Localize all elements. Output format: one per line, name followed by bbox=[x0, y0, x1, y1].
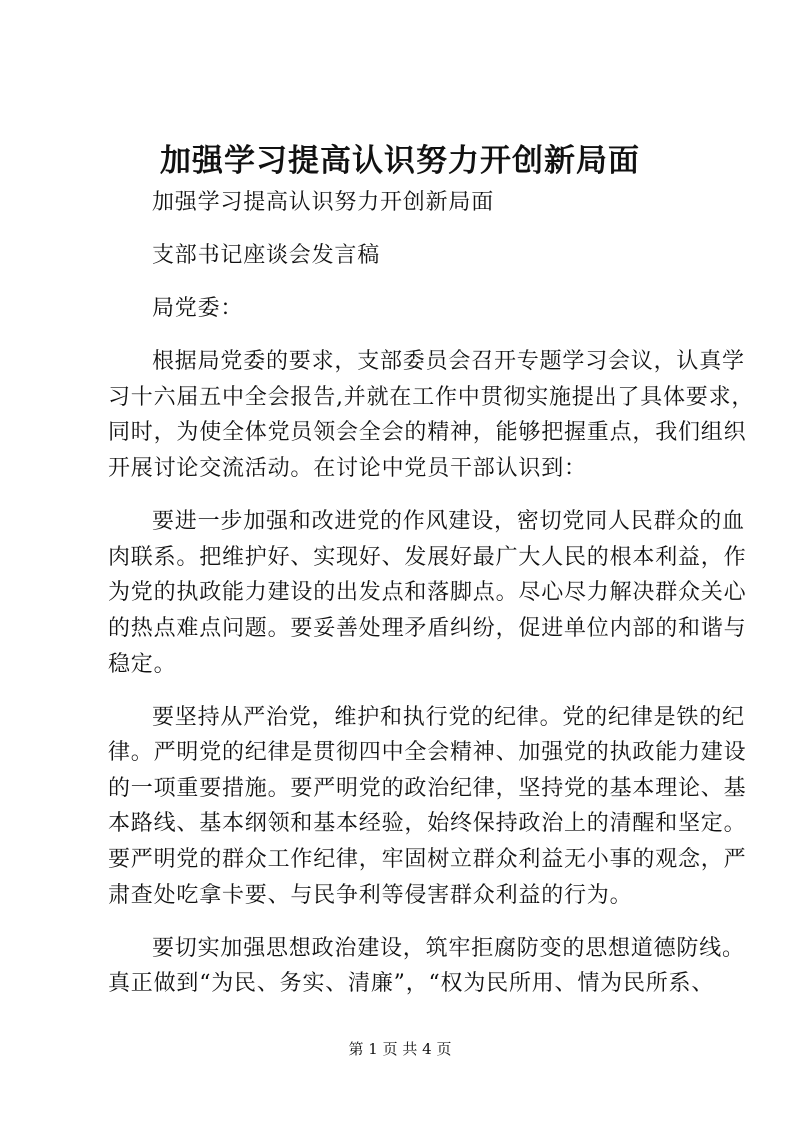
paragraph-2 bbox=[108, 504, 747, 682]
paragraph-line: 根据局党委的要求，支部委员会召开专题学习会议，认真学 bbox=[152, 349, 745, 375]
salutation-line: 局党委： bbox=[152, 296, 244, 322]
page-footer: 第 1 页 共 4 页 bbox=[348, 1040, 452, 1058]
paragraph-line: 要进一步加强和改进党的作风建设，密切党同人民群众的血 bbox=[152, 509, 745, 535]
paragraph-line: 肃查处吃拿卡要、与民争利等侵害群众利益的行为。 bbox=[108, 882, 633, 908]
paragraph-line: 的热点难点问题。要妥善处理矛盾纠纷，促进单位内部的和谐与 bbox=[108, 615, 747, 641]
speech-label-line: 支部书记座谈会发言稿 bbox=[152, 243, 381, 269]
paragraph-line: 本路线、基本纲领和基本经验，始终保持政治上的清醒和坚定。 bbox=[108, 811, 747, 837]
paragraph-line: 的一项重要措施。要严明党的政治纪律，坚持党的基本理论、基 bbox=[108, 775, 747, 801]
paragraph-line: 习十六届五中全会报告,并就在工作中贯彻实施提出了具体要求， bbox=[108, 384, 755, 410]
paragraph-1 bbox=[108, 344, 755, 486]
paragraph-line: 律。严明党的纪律是贯彻四中全会精神、加强党的执政能力建设 bbox=[108, 740, 747, 766]
paragraph-line: 要严明党的群众工作纪律，牢固树立群众利益无小事的观念，严 bbox=[108, 847, 747, 872]
paragraph-line: 要坚持从严治党，维护和执行党的纪律。党的纪律是铁的纪 bbox=[152, 704, 745, 730]
paragraph-3 bbox=[108, 700, 747, 914]
paragraph-line: 真正做到“为民、务实、清廉”，“权为民所用、情为民所系、 bbox=[108, 971, 715, 997]
paragraph-line: 要切实加强思想政治建设，筑牢拒腐防变的思想道德防线。 bbox=[152, 935, 745, 961]
document-title: 加强学习提高认识努力开创新局面 bbox=[160, 143, 640, 179]
paragraph-line: 稳定。 bbox=[108, 651, 177, 677]
paragraph-line: 为党的执政能力建设的出发点和落脚点。尽心尽力解决群众关心 bbox=[108, 580, 747, 606]
paragraph-line: 肉联系。把维护好、实现好、发展好最广大人民的根本利益，作 bbox=[108, 544, 747, 570]
subtitle-line: 加强学习提高认识努力开创新局面 bbox=[152, 190, 495, 215]
document-body bbox=[108, 185, 755, 1002]
paragraph-line: 开展讨论交流活动。在讨论中党员干部认识到： bbox=[108, 456, 587, 482]
paragraph-line: 同时，为使全体党员领会全会的精神，能够把握重点，我们组织 bbox=[108, 420, 747, 446]
paragraph-4 bbox=[108, 931, 745, 1002]
